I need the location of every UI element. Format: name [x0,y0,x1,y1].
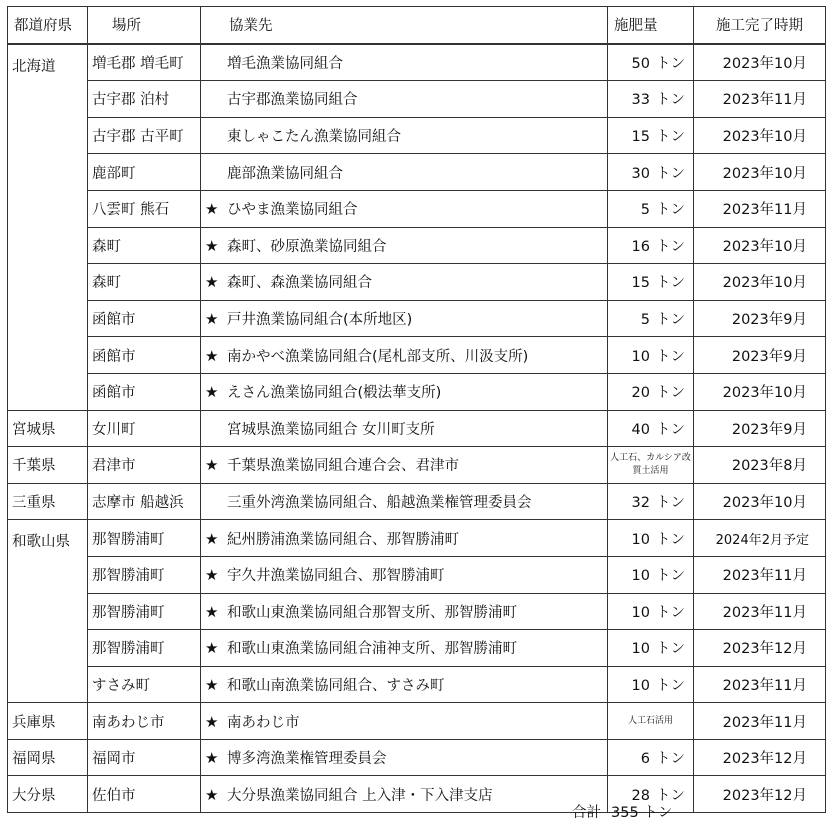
cell-place: 福岡市 [88,739,201,776]
total-value: 355 [611,805,639,821]
partner-name: 宮城県漁業協同組合 女川町支所 [227,421,435,438]
cell-completion: 2023年8月 [694,447,826,484]
cell-completion: 2023年10月 [694,227,826,264]
cell-completion: 2023年11月 [694,666,826,703]
amount-value: 6 [640,751,650,768]
cell-amount [608,593,694,630]
cell-completion: 2023年12月 [694,739,826,776]
cell-completion: 2023年10月 [694,264,826,301]
cell-amount [608,264,694,301]
cell-completion: 2023年10月 [694,117,826,154]
cell-amount [608,81,694,118]
cell-place: 那智勝浦町 [88,556,201,593]
header-prefecture: 都道府県 [8,7,88,44]
table-row [8,666,826,703]
amount-unit: トン [656,787,685,804]
cell-partner [201,739,608,776]
cell-amount [608,337,694,374]
cell-amount [608,410,694,447]
header-place: 場所 [88,7,201,44]
amount-unit: トン [656,312,685,329]
amount-unit: トン [656,604,685,621]
table-row [8,593,826,630]
cell-completion: 2023年9月 [694,300,826,337]
header-amount: 施肥量 [608,7,694,44]
star-icon: ★ [205,566,219,585]
star-icon: ★ [205,310,219,329]
partner-name: 南あわじ市 [227,714,300,731]
cell-completion: 2023年11月 [694,593,826,630]
cell-place: 君津市 [88,447,201,484]
amount-value: 40 [631,421,650,438]
cell-completion: 2023年11月 [694,81,826,118]
amount-value: 30 [631,165,650,182]
partner-name: ひやま漁業協同組合 [227,202,358,219]
cell-partner [201,630,608,667]
partner-name: 古宇郡漁業協同組合 [227,92,358,109]
cell-partner [201,483,608,520]
amount-value: 16 [631,238,650,255]
partner-name: えさん漁業協同組合(椴法華支所) [227,385,442,402]
partner-name: 大分県漁業協同組合 上入津・下入津支店 [227,787,493,804]
amount-value: 15 [631,129,650,146]
amount-unit: トン [656,238,685,255]
total-label: 合計 [572,805,601,821]
table-row [8,154,826,191]
cell-completion: 2023年12月 [694,776,826,813]
cell-prefecture: 宮城県 [8,410,88,447]
star-icon: ★ [205,383,219,402]
partner-name: 千葉県漁業協同組合連合会、君津市 [227,458,459,475]
cell-prefecture: 北海道 [8,44,88,410]
amount-value: 10 [631,568,650,585]
amount-unit: トン [656,348,685,365]
cell-completion: 2023年11月 [694,556,826,593]
cell-partner [201,154,608,191]
amount-unit: トン [656,202,685,219]
partner-name: 増毛漁業協同組合 [227,55,343,72]
amount-unit: トン [656,385,685,402]
partner-name: 和歌山南漁業協同組合、すさみ町 [227,677,445,694]
cell-place: 南あわじ市 [88,703,201,740]
cell-prefecture: 千葉県 [8,447,88,484]
table-row [8,739,826,776]
partner-name: 博多湾漁業権管理委員会 [227,751,387,768]
table-row [8,776,826,813]
header-row [8,7,826,44]
cell-amount [608,300,694,337]
amount-value: 32 [631,495,650,512]
cell-amount [608,227,694,264]
cell-amount [608,739,694,776]
table-row [8,447,826,484]
cell-partner [201,227,608,264]
table-row [8,190,826,227]
cell-prefecture: 兵庫県 [8,703,88,740]
table-row [8,117,826,154]
star-icon: ★ [205,236,219,255]
amount-value: 20 [631,385,650,402]
partner-name: 宇久井漁業協同組合、那智勝浦町 [227,568,445,585]
cell-place: 古宇郡 古平町 [88,117,201,154]
partner-name: 東しゃこたん漁業協同組合 [227,129,401,146]
star-icon: ★ [205,639,219,658]
cell-amount [608,556,694,593]
fertilization-table [7,6,826,813]
total-line [572,801,672,822]
amount-unit: トン [656,129,685,146]
amount-value: 15 [631,275,650,292]
cell-partner [201,264,608,301]
partner-name: 三重外湾漁業協同組合、船越漁業権管理委員会 [227,495,532,512]
star-icon: ★ [205,785,219,804]
cell-place: 古宇郡 泊村 [88,81,201,118]
cell-completion: 2023年9月 [694,410,826,447]
amount-value: 5 [640,202,650,219]
amount-unit: トン [656,92,685,109]
star-icon: ★ [205,273,219,292]
cell-completion: 2023年10月 [694,154,826,191]
partner-name: 和歌山東漁業協同組合那智支所、那智勝浦町 [227,604,517,621]
table-row [8,483,826,520]
amount-value: 28 [631,787,650,804]
table-row [8,337,826,374]
cell-place: 函館市 [88,373,201,410]
cell-place: 函館市 [88,300,201,337]
amount-unit: トン [656,751,685,768]
table-row [8,703,826,740]
partner-name: 森町、森漁業協同組合 [227,275,372,292]
partner-name: 戸井漁業協同組合(本所地区) [227,312,413,329]
amount-value: 10 [631,531,650,548]
cell-place: 増毛郡 増毛町 [88,44,201,81]
cell-place: 佐伯市 [88,776,201,813]
cell-partner [201,373,608,410]
cell-amount [608,154,694,191]
amount-unit: トン [656,531,685,548]
cell-partner [201,81,608,118]
header-partner: 協業先 [201,7,608,44]
cell-completion: 2023年11月 [694,190,826,227]
cell-amount [608,520,694,557]
cell-amount-note: 人工石、カルシア改質土活用 [608,447,694,484]
table-row [8,300,826,337]
table-row [8,227,826,264]
cell-completion: 2023年10月 [694,373,826,410]
amount-unit: トン [656,495,685,512]
cell-place: 八雲町 熊石 [88,190,201,227]
partner-name: 紀州勝浦漁業協同組合、那智勝浦町 [227,531,459,548]
table-row [8,44,826,81]
table-row [8,410,826,447]
cell-completion: 2023年11月 [694,703,826,740]
cell-place: すさみ町 [88,666,201,703]
cell-completion: 2023年10月 [694,44,826,81]
star-icon: ★ [205,529,219,548]
cell-partner [201,593,608,630]
cell-place: 志摩市 船越浜 [88,483,201,520]
amount-unit: トン [656,275,685,292]
cell-completion: 2023年12月 [694,630,826,667]
cell-place: 那智勝浦町 [88,593,201,630]
cell-place: 森町 [88,227,201,264]
cell-amount [608,44,694,81]
star-icon: ★ [205,456,219,475]
amount-value: 10 [631,641,650,658]
cell-amount [608,666,694,703]
cell-completion: 2023年10月 [694,483,826,520]
amount-unit: トン [656,55,685,72]
cell-partner [201,520,608,557]
cell-amount [608,630,694,667]
cell-prefecture: 福岡県 [8,739,88,776]
cell-completion: 2023年9月 [694,337,826,374]
amount-unit: トン [656,641,685,658]
cell-amount [608,373,694,410]
cell-partner [201,337,608,374]
cell-partner [201,666,608,703]
amount-value: 10 [631,348,650,365]
cell-amount [608,190,694,227]
amount-unit: トン [656,568,685,585]
cell-prefecture: 三重県 [8,483,88,520]
amount-value: 5 [640,312,650,329]
cell-place: 函館市 [88,337,201,374]
cell-partner [201,556,608,593]
partner-name: 南かやべ漁業協同組合(尾札部支所、川汲支所) [227,348,529,365]
partner-name: 森町、砂原漁業協同組合 [227,238,387,255]
cell-partner [201,44,608,81]
amount-value: 33 [631,92,650,109]
cell-partner [201,447,608,484]
partner-name: 鹿部漁業協同組合 [227,165,343,182]
cell-partner [201,190,608,227]
cell-prefecture: 和歌山県 [8,520,88,703]
table-row [8,520,826,557]
cell-partner [201,410,608,447]
cell-place: 鹿部町 [88,154,201,191]
amount-value: 50 [631,55,650,72]
amount-unit: トン [656,421,685,438]
amount-value: 10 [631,677,650,694]
star-icon: ★ [205,346,219,365]
partner-name: 和歌山東漁業協同組合浦神支所、那智勝浦町 [227,641,517,658]
table-row [8,373,826,410]
cell-place: 女川町 [88,410,201,447]
cell-partner [201,703,608,740]
cell-partner [201,117,608,154]
table-body [8,44,826,813]
cell-amount [608,483,694,520]
star-icon: ★ [205,602,219,621]
cell-amount-note: 人工石活用 [608,703,694,740]
amount-unit: トン [656,677,685,694]
star-icon: ★ [205,749,219,768]
header-completion: 施工完了時期 [694,7,826,44]
cell-amount [608,117,694,154]
table-row [8,556,826,593]
star-icon: ★ [205,712,219,731]
star-icon: ★ [205,675,219,694]
table-row [8,264,826,301]
star-icon: ★ [205,200,219,219]
amount-unit: トン [656,165,685,182]
total-unit: トン [643,805,673,821]
table-row [8,630,826,667]
table-row [8,81,826,118]
cell-place: 那智勝浦町 [88,630,201,667]
cell-partner [201,300,608,337]
cell-partner [201,776,608,813]
amount-value: 10 [631,604,650,621]
cell-place: 那智勝浦町 [88,520,201,557]
cell-completion: 2024年2月予定 [694,520,826,557]
cell-place: 森町 [88,264,201,301]
cell-prefecture: 大分県 [8,776,88,813]
